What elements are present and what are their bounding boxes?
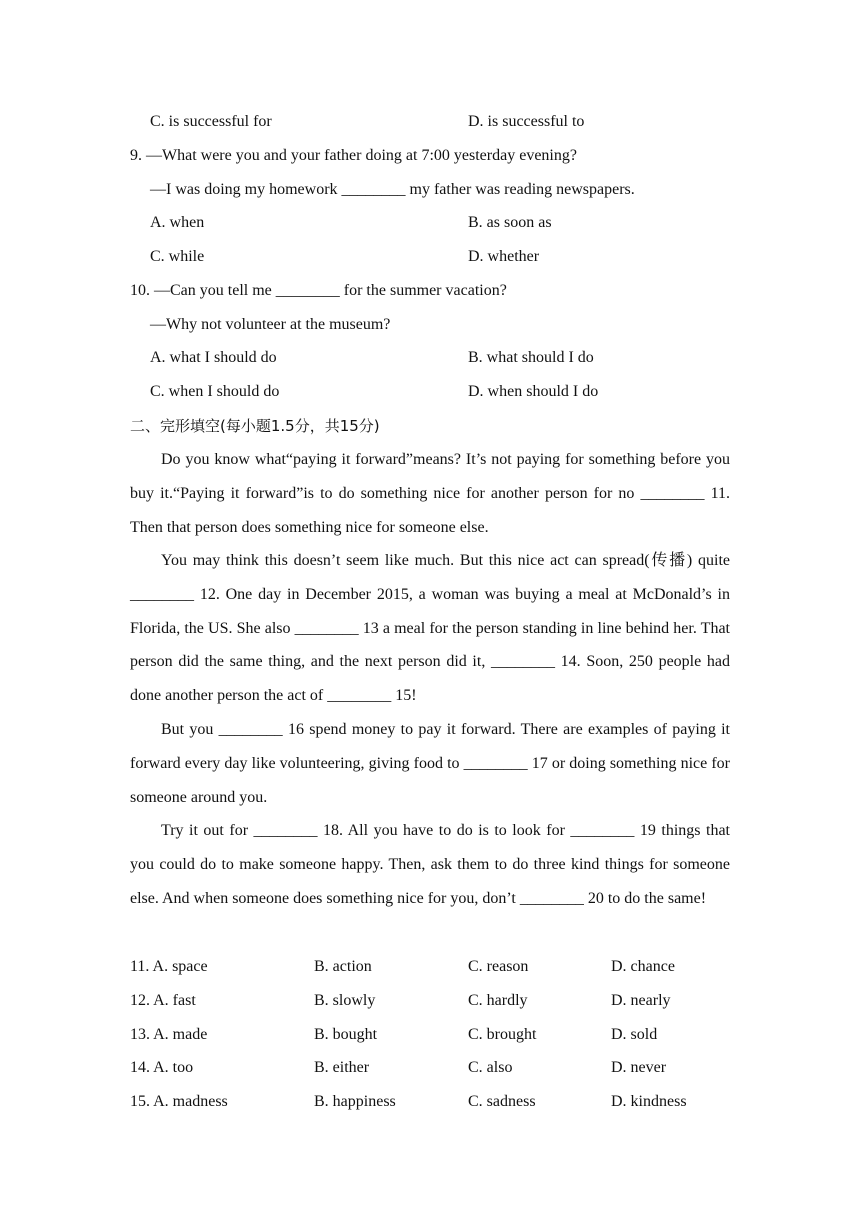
option-d: D. nearly [611,992,671,1009]
option-b: B. happiness [314,1093,396,1110]
option-c: C. brought [468,1026,537,1043]
q10-option-b: B. what should I do [468,349,594,366]
option-d: D. sold [611,1026,658,1043]
q9-reply: —I was doing my homework ________ my father was reading newspapers. [150,181,635,198]
passage-paragraph-4: Try it out for ________ 18. All you have to do is to look for ________ 19 things that you could do to make someone happy. Then, ask them to do three kind things for someone else. And when someone does something nice for you, don’t ________ 20 to do the same! [130,822,730,907]
q9-option-c: C. while [150,248,205,265]
option-d: D. chance [611,958,675,975]
option-a: 13. A. made [130,1026,208,1043]
q10-option-a: A. what I should do [150,349,277,366]
q8-option-c: C. is successful for [150,113,272,130]
option-a: 15. A. madness [130,1093,228,1110]
option-d: D. kindness [611,1093,687,1110]
option-b: B. bought [314,1026,378,1043]
option-b: B. slowly [314,992,376,1009]
option-c: C. hardly [468,992,528,1009]
q10-option-c: C. when I should do [150,383,280,400]
q9-option-b: B. as soon as [468,214,552,231]
q9-option-a: A. when [150,214,205,231]
passage-paragraph-3: But you ________ 16 spend money to pay it forward. There are examples of paying it forward every day like volunteering, giving food to ________ 17 or doing something nice for someone around you. [130,721,730,806]
q10-reply: —Why not volunteer at the museum? [150,316,391,333]
option-a: 11. A. space [130,958,208,975]
option-b: B. either [314,1059,370,1076]
section-heading: 二、完形填空(每小题1.5分，共15分) [130,417,380,435]
q9-option-d: D. whether [468,248,540,265]
q8-option-d: D. is successful to [468,113,585,130]
q10-stem: 10. —Can you tell me ________ for the summer vacation? [130,282,507,299]
option-c: C. reason [468,958,529,975]
option-d: D. never [611,1059,667,1076]
option-b: B. action [314,958,372,975]
q9-stem: 9. —What were you and your father doing at 7:00 yesterday evening? [130,147,577,164]
option-a: 12. A. fast [130,992,196,1009]
option-c: C. also [468,1059,513,1076]
option-a: 14. A. too [130,1059,194,1076]
option-c: C. sadness [468,1093,536,1110]
q10-option-d: D. when should I do [468,383,599,400]
passage-paragraph-2: You may think this doesn’t seem like much. But this nice act can spread(传播) quite ________ 12. One day in December 2015, a woman was buying a meal at McDonald’s in Florida, the US. She also ________ 13 a meal for the person standing in line behind her. That person did the same thing, and the next person did it, ________ 14. Soon, 250 people had done another person the act of ________ 15! [130,552,730,705]
passage-paragraph-1: Do you know what“paying it forward”means? It’s not paying for something before you buy it.“Paying it forward”is to do something nice for another person for no ________ 11. Then that person does something nice for someone else. [130,451,730,536]
